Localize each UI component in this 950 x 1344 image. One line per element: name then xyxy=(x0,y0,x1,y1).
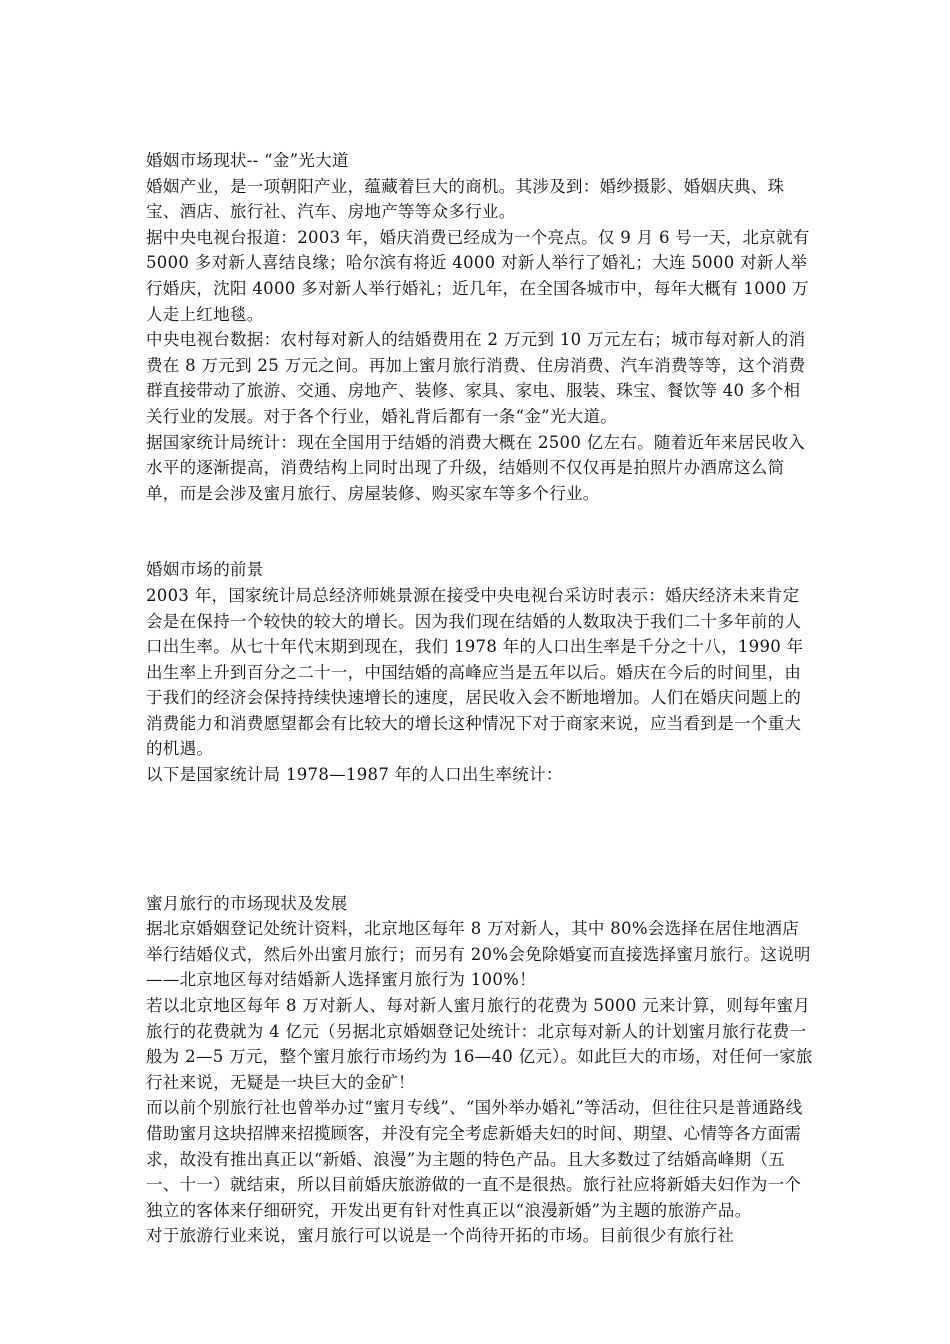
paragraph: 据国家统计局统计：现在全国用于结婚的消费大概在 2500 亿左右。随着近年来居民收入水平的逐渐提高，消费结构上同时出现了升级，结婚则不仅仅再是拍照片办酒席这么简单，而是会涉及蜜月旅行、房屋装修、购买家车等多个行业。 xyxy=(146,432,806,503)
section-title: 婚姻市场的前景 xyxy=(146,560,264,580)
paragraph: 以下是国家统计局 1978—1987 年的人口出生率统计： xyxy=(146,765,563,785)
paragraph: 据中央电视台报道：2003 年，婚庆消费已经成为一个亮点。仅 9 月 6 号一天，北京就有 5000 多对新人喜结良缘；哈尔滨有将近 4000 对新人举行了婚礼；大连 5000 对新人举行婚庆，沈阳 4000 多对新人举行婚礼；近几年，在全国各城市中，每年大概有 1000 万人走上红地毯。 xyxy=(146,227,810,324)
paragraph: 而以前个别旅行社也曾举办过“蜜月专线”、“国外举办婚礼”等活动，但往往只是普通路线借助蜜月这块招牌来招揽顾客，并没有完全考虑新婚夫妇的时间、期望、心情等各方面需求，故没有推出真正以“新婚、浪漫”为主题的特色产品。且大多数过了结婚高峰期（五一、十一）就结束，所以目前婚庆旅游做的一直不是很热。旅行社应将新婚夫妇作为一个独立的客体来仔细研究，开发出更有针对性真正以“浪漫新婚”为主题的旅游产品。 xyxy=(146,1098,803,1220)
section-title: 蜜月旅行的市场现状及发展 xyxy=(146,893,348,913)
paragraph: 2003 年，国家统计局总经济师姚景源在接受中央电视台采访时表示：婚庆经济未来肯定会是在保持一个较快的较大的增长。因为我们现在结婚的人数取决于我们二十多年前的人口出生率。从七十年代末期到现在，我们 1978 年的人口出生率是千分之十八，1990 年出生率上升到百分之二十一，中国结婚的高峰应当是五年以后。婚庆在今后的时间里，由于我们的经济会保持持续快速增长的速度，居民收入会不断地增加。人们在婚庆问题上的消费能力和消费愿望都会有比较大的增长这种情况下对于商家来说，应当看到是一个重大的机遇。 xyxy=(146,585,804,759)
document-body xyxy=(146,148,814,1249)
paragraph: 对于旅游行业来说，蜜月旅行可以说是一个尚待开拓的市场。目前很少有旅行社 xyxy=(146,1226,734,1246)
paragraph: 若以北京地区每年 8 万对新人、每对新人蜜月旅行的花费为 5000 元来计算，则每年蜜月旅行的花费就为 4 亿元（另据北京婚姻登记处统计：北京每对新人的计划蜜月旅行花费一般为 2—5 万元，整个蜜月旅行市场约为 16—40 亿元）。如此巨大的市场，对任何一家旅行社来说，无疑是一块巨大的金矿！ xyxy=(146,996,813,1092)
spacer xyxy=(146,788,814,891)
paragraph: 据北京婚姻登记处统计资料，北京地区每年 8 万对新人，其中 80%会选择在居住地酒店举行结婚仪式，然后外出蜜月旅行；而另有 20%会免除婚宴而直接选择蜜月旅行。这说明——北京地区每对结婚新人选择蜜月旅行为 100%！ xyxy=(146,919,811,990)
paragraph: 婚姻产业，是一项朝阳产业，蕴藏着巨大的商机。其涉及到：婚纱摄影、婚姻庆典、珠宝、酒店、旅行社、汽车、房地产等等众多行业。 xyxy=(146,176,785,222)
spacer xyxy=(146,506,814,557)
section-title: 婚姻市场现状-- “金”光大道 xyxy=(146,151,349,170)
paragraph: 中央电视台数据：农村每对新人的结婚费用在 2 万元到 10 万元左右；城市每对新人的消费在 8 万元到 25 万元之间。再加上蜜月旅行消费、住房消费、汽车消费等等，这个消费群直接带动了旅游、交通、房地产、装修、家具、家电、服装、珠宝、餐饮等 40 多个相关行业的发展。对于各个行业，婚礼背后都有一条“金”光大道。 xyxy=(146,330,806,426)
